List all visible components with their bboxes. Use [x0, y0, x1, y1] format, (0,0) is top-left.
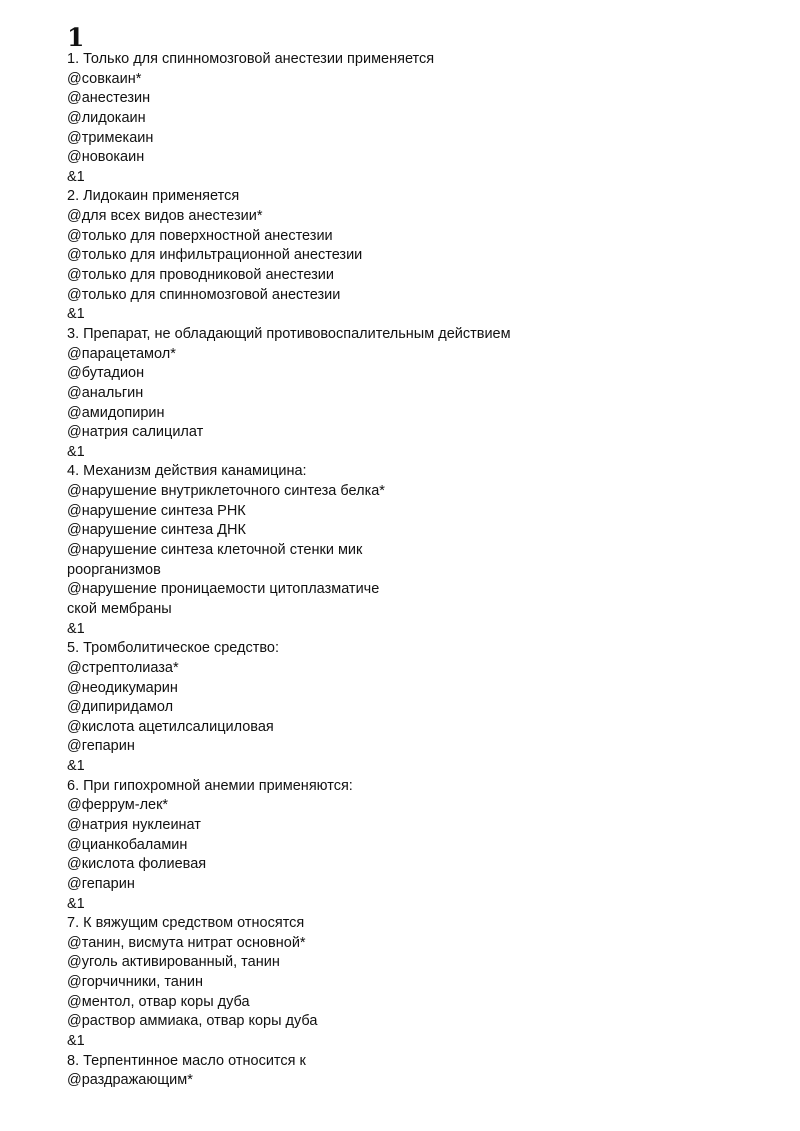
- answer-option: @уголь активированный, танин: [67, 954, 280, 971]
- answer-option: @лидокаин: [67, 109, 146, 126]
- answer-option: @дипиридамол: [67, 699, 174, 716]
- answer-option: @парацетамол*: [67, 345, 176, 362]
- answer-option: @только для проводниковой анестезии: [67, 267, 334, 284]
- answer-key: &1: [67, 306, 85, 323]
- answer-option: @анестезин: [67, 90, 151, 107]
- answer-option: @неодикумарин: [67, 679, 178, 696]
- answer-option: @ментол, отвар коры дуба: [67, 993, 250, 1010]
- answer-option: @раствор аммиака, отвар коры дуба: [67, 1013, 318, 1030]
- question-list: [67, 50, 760, 1091]
- answer-option: @тримекаин: [67, 129, 154, 146]
- answer-option: @нарушение проницаемости цитоплазматиче: [67, 581, 380, 598]
- answer-option: @стрептолиаза*: [67, 659, 179, 676]
- answer-option: @нарушение внутриклеточного синтеза белка*: [67, 483, 385, 500]
- answer-key: &1: [67, 168, 85, 185]
- question-text: 6. При гипохромной анемии применяются:: [67, 777, 353, 794]
- answer-option: @нарушение синтеза РНК: [67, 502, 246, 519]
- answer-option: @гепарин: [67, 738, 135, 755]
- answer-option: @только для спинномозговой анестезии: [67, 286, 341, 303]
- question-text: 4. Механизм действия канамицина:: [67, 463, 307, 480]
- question-text: 3. Препарат, не обладающий противовоспалительным действием: [67, 325, 511, 342]
- answer-option: @анальгин: [67, 384, 144, 401]
- answer-option: @раздражающим*: [67, 1072, 193, 1089]
- question-text: 5. Тромболитическое средство:: [67, 640, 280, 657]
- question-text: 2. Лидокаин применяется: [67, 188, 240, 205]
- answer-option: @нарушение синтеза ДНК: [67, 522, 246, 539]
- answer-option: @танин, висмута нитрат основной*: [67, 934, 306, 951]
- answer-option: @феррум-лек*: [67, 797, 169, 814]
- answer-option-continuation: ской мембраны: [67, 600, 172, 617]
- answer-option: @кислота фолиевая: [67, 856, 207, 873]
- answer-key: &1: [67, 443, 85, 460]
- question-text: 8. Терпентинное масло относится к: [67, 1052, 306, 1069]
- question-text: 1. Только для спинномозговой анестезии применяется: [67, 51, 435, 67]
- question-text: 7. К вяжущим средством относятся: [67, 915, 305, 932]
- answer-option: @только для поверхностной анестезии: [67, 227, 333, 244]
- answer-option-continuation: роорганизмов: [67, 561, 161, 578]
- answer-option: @совкаин*: [67, 70, 142, 87]
- answer-option: @нарушение синтеза клеточной стенки мик: [67, 542, 363, 559]
- answer-option: @для всех видов анестезии*: [67, 208, 263, 225]
- answer-key: &1: [67, 758, 85, 775]
- answer-option: @гепарин: [67, 875, 135, 892]
- answer-option: @новокаин: [67, 149, 145, 166]
- answer-key: &1: [67, 895, 85, 912]
- answer-option: @только для инфильтрационной анестезии: [67, 247, 363, 264]
- answer-key: &1: [67, 620, 85, 637]
- answer-option: @бутадион: [67, 365, 145, 382]
- answer-key: &1: [67, 1033, 85, 1050]
- answer-option: @кислота ацетилсалициловая: [67, 718, 274, 735]
- answer-option: @амидопирин: [67, 404, 165, 421]
- answer-option: @горчичники, танин: [67, 974, 203, 991]
- answer-option: @натрия салицилат: [67, 424, 204, 441]
- document-page: [67, 24, 760, 1091]
- answer-option: @цианкобаламин: [67, 836, 188, 853]
- page-number: 1: [67, 23, 85, 52]
- answer-option: @натрия нуклеинат: [67, 816, 201, 833]
